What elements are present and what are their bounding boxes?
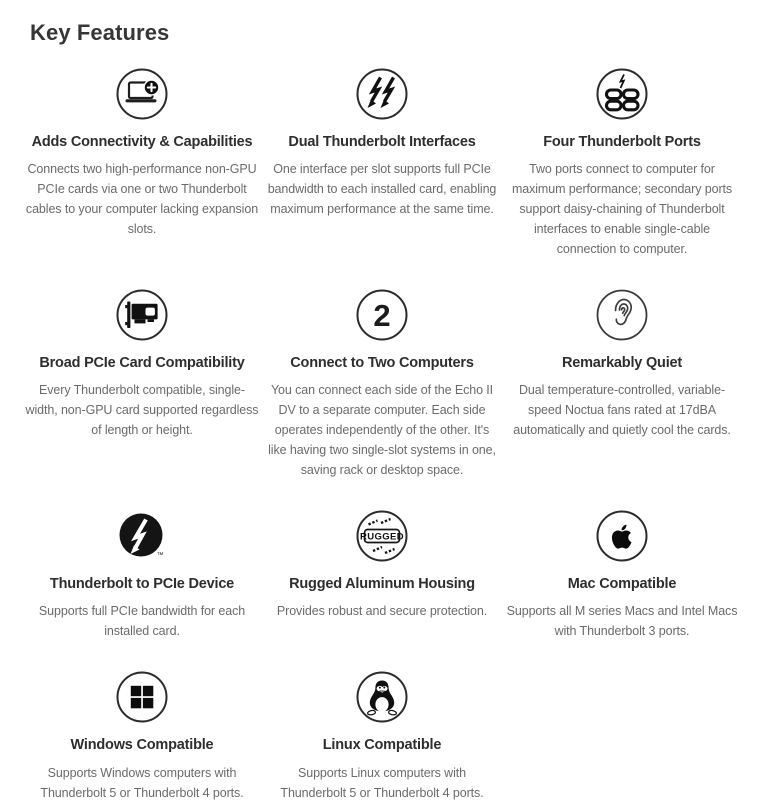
feature-title: Connect to Two Computers — [290, 355, 474, 372]
feature-title: Rugged Aluminum Housing — [289, 576, 475, 593]
features-grid — [22, 68, 750, 803]
four-thunderbolt-ports-icon — [596, 68, 648, 120]
feature-description: Every Thunderbolt compatible, single-width, non-GPU card supported regardless of length or height. — [25, 383, 259, 438]
feature-description: Supports full PCIe bandwidth for each installed card. — [38, 604, 246, 639]
svg-text:RUGGED: RUGGED — [359, 531, 405, 543]
feature-title: Adds Connectivity & Capabilities — [31, 134, 253, 150]
feature-title: Broad PCIe Card Compatibility — [39, 355, 245, 372]
feature-windows-compatible — [22, 671, 262, 802]
feature-dual-thunderbolt — [262, 68, 502, 219]
feature-pcie-compatibility — [22, 289, 262, 440]
feature-mac-compatible — [502, 510, 742, 641]
feature-description: Provides robust and secure protection. — [276, 604, 488, 619]
apple-logo-icon — [596, 510, 648, 562]
thunderbolt-logo-icon — [116, 510, 168, 562]
feature-title: Four Thunderbolt Ports — [543, 134, 701, 150]
feature-four-ports — [502, 68, 742, 259]
ear-icon — [596, 289, 648, 341]
feature-linux-compatible — [262, 671, 502, 802]
feature-description: One interface per slot supports full PCIe bandwidth to each installed card, enabling maximum performance at the same time. — [267, 162, 497, 217]
feature-adds-connectivity — [22, 68, 262, 239]
feature-description: Supports all M series Macs and Intel Macs with Thunderbolt 3 ports. — [506, 604, 738, 639]
feature-title: Mac Compatible — [567, 576, 677, 593]
number-two-icon — [356, 289, 408, 341]
feature-quiet — [502, 289, 742, 440]
feature-title: Linux Compatible — [322, 737, 442, 754]
laptop-plus-icon — [116, 68, 168, 120]
page-title: Key Features — [30, 20, 170, 45]
feature-description: Dual temperature-controlled, variable-speed Noctua fans rated at 17dBA automatically and quietly cool the cards. — [513, 383, 731, 438]
feature-title: Remarkably Quiet — [561, 355, 683, 372]
feature-description: Connects two high-performance non-GPU PCIe cards via one or two Thunderbolt cables to your computer lacking expansion slots. — [25, 162, 259, 237]
feature-title: Thunderbolt to PCIe Device — [49, 576, 235, 593]
feature-description: Two ports connect to computer for maximum performance; secondary ports support daisy-chaining of Thunderbolt interfaces to enable single-cable connection to computer. — [511, 162, 733, 257]
linux-tux-icon — [356, 671, 408, 723]
feature-two-computers — [262, 289, 502, 480]
dual-thunderbolt-icon — [356, 68, 408, 120]
feature-description: Supports Linux computers with Thunderbolt 5 or Thunderbolt 4 ports. — [280, 765, 484, 800]
feature-thunderbolt-pcie — [22, 510, 262, 641]
windows-logo-icon — [116, 671, 168, 723]
feature-rugged-housing — [262, 510, 502, 621]
svg-text:2: 2 — [373, 298, 391, 334]
feature-description: Supports Windows computers with Thunderbolt 5 or Thunderbolt 4 ports. — [40, 765, 244, 800]
feature-description: You can connect each side of the Echo II DV to a separate computer. Each side operates independently of the other. It's like having two single-slot systems in one, saving rack or desktop space. — [268, 383, 496, 478]
feature-title: Windows Compatible — [70, 737, 214, 754]
feature-title: Dual Thunderbolt Interfaces — [288, 134, 476, 150]
pcie-card-icon — [116, 289, 168, 341]
svg-text:™: ™ — [156, 552, 164, 560]
rugged-badge-icon — [356, 510, 408, 562]
